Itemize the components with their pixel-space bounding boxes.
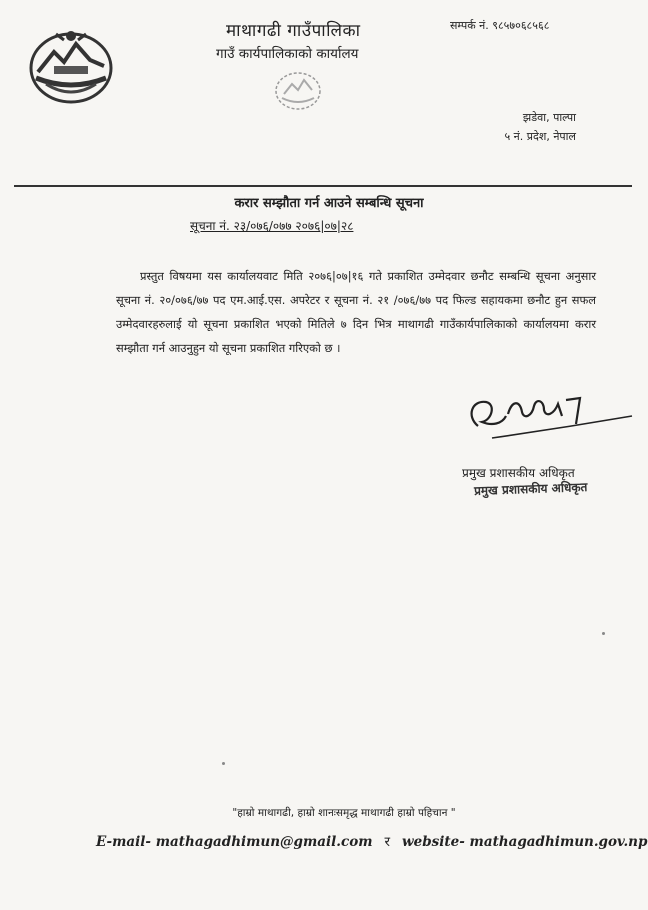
handwritten-signature xyxy=(462,386,638,446)
scan-speck xyxy=(222,762,225,765)
address-line-2: ५ नं. प्रदेश, नेपाल xyxy=(504,130,576,143)
signer-title: प्रमुख प्रशासकीय अधिकृत xyxy=(462,466,575,480)
notice-body: प्रस्तुत विषयमा यस कार्यालयवाट मिति २०७६|०७|१६ गते प्रकाशित उम्मेदवार छनौट सम्बन्धि सूचना अनुसार सूचना नं. २०/०७६/७७ पद एम.आई.एस. अपरेटर र सूचना नं. २१ /०७६/७७ पद फिल्ड सहायकमा छनौट हुन सफल उम्मेदवारहरुलाई यो सूचना प्रकाशित भएको मितिले ७ दिन भित्र माथागढी गाउँकार्यपालिकाको कार्यालयमा करार सम्झौता गर्न आउनुहुन यो सूचना प्रकाशित गरिएको छ । xyxy=(116,269,596,355)
footer-slogan: "हाम्रो माथागढी, हाम्रो शानःसमृद्ध माथागढी हाम्रो पहिचान " xyxy=(232,807,456,819)
footer-email: E-mail- mathagadhimun@gmail.com xyxy=(96,834,373,850)
footer-website: website- mathagadhimun.gov.np xyxy=(402,834,648,850)
scan-speck xyxy=(602,632,605,635)
office-name: गाउँ कार्यपालिकाको कार्यालय xyxy=(216,46,359,62)
footer-separator: र xyxy=(384,834,391,850)
footer-contact-line xyxy=(96,832,647,850)
office-address xyxy=(504,108,576,146)
government-emblem-icon xyxy=(26,26,116,106)
header-divider xyxy=(14,185,632,187)
signer-title-stamp: प्रमुख प्रशासकीय अधिकृत xyxy=(473,480,588,498)
notice-reference: सूचना नं. २३/०७६/०७७ २०७६|०७|२८ xyxy=(190,219,354,233)
organization-name: माथागढी गाउँपालिका xyxy=(226,21,361,41)
address-line-1: झडेवा, पाल्पा xyxy=(522,111,576,124)
contact-number: सम्पर्क नं. ९८५७०६८५६८ xyxy=(450,19,550,32)
office-seal-icon xyxy=(268,68,328,114)
notice-subject: करार सम्झौता गर्न आउने सम्बन्धि सूचना xyxy=(234,196,424,211)
